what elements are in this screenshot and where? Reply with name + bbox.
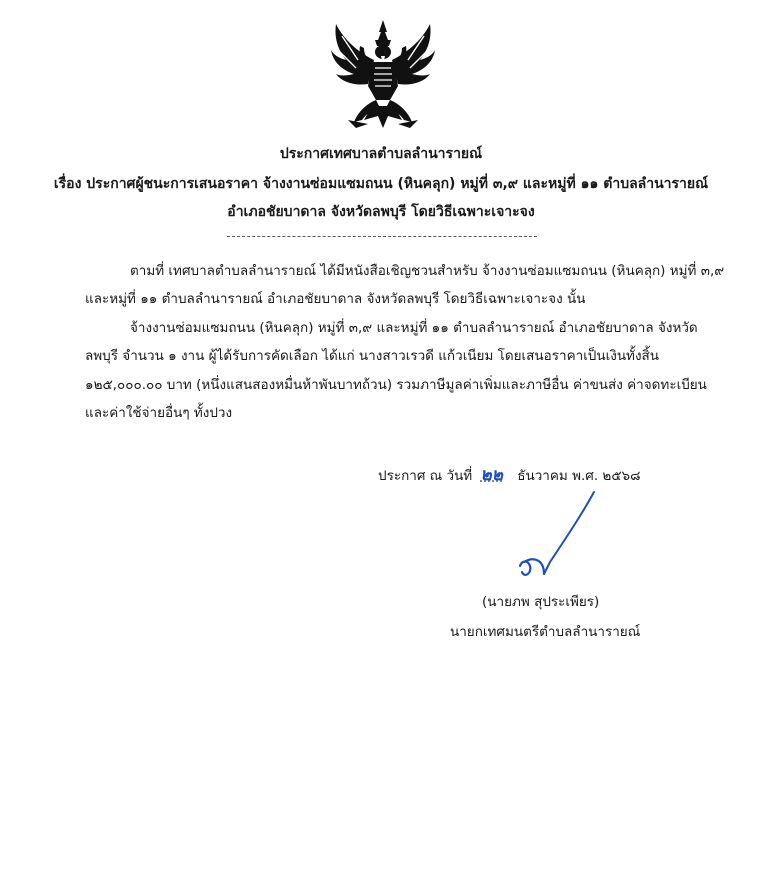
paragraph-2-line-3: ๑๒๕,๐๐๐.๐๐ บาท (หนึ่งแสนสองหมื่นห้าพันบาทถ้วน) รวมภาษีมูลค่าเพิ่มและภาษีอื่น ค่าขนส่ง ค่าจดทะเบียน: [85, 377, 707, 393]
date-month-year: ธันวาคม พ.ศ. ๒๕๖๘: [517, 468, 641, 484]
date-day-handwritten: ๒๒: [480, 465, 503, 485]
paragraph-2-line-2: ลพบุรี จำนวน ๑ งาน ผู้ได้รับการคัดเลือก ได้แก่ นางสาวเรวดี แก้วเนียม โดยเสนอราคาเป็นเงินทั้งสิ้น: [85, 348, 660, 364]
announcement-title: ประกาศเทศบาลตำบลลำนารายณ์: [279, 146, 483, 162]
signatory-name: (นายภพ สุประเพียร): [482, 594, 600, 610]
paragraph-1-line-2: และหมู่ที่ ๑๑ ตำบลลำนารายณ์ อำเภอชัยบาดาล จังหวัดลพบุรี โดยวิธีเฉพาะเจาะจง นั้น: [85, 291, 586, 307]
paragraph-2-line-1: จ้างงานซ่อมแซมถนน (หินคลุก) หมู่ที่ ๓,๙ และหมู่ที่ ๑๑ ตำบลลำนารายณ์ อำเภอชัยบาดาล จังหวัด: [130, 320, 698, 336]
announcement-subject: เรื่อง ประกาศผู้ชนะการเสนอราคา จ้างงานซ่อมแซมถนน (หินคลุก) หมู่ที่ ๓,๙ และหมู่ที่ ๑๑ ตำบลลำนารายณ์: [53, 176, 709, 192]
garuda-emblem-icon: [328, 16, 438, 134]
announcement-date: [378, 464, 641, 487]
dashed-divider: [227, 236, 537, 237]
announcement-subject-cont: อำเภอชัยบาดาล จังหวัดลพบุรี โดยวิธีเฉพาะเจาะจง: [227, 204, 535, 220]
handwritten-signature-icon: [510, 490, 620, 580]
paragraph-1-line-1: ตามที่ เทศบาลตำบลลำนารายณ์ ได้มีหนังสือเชิญชวนสำหรับ จ้างงานซ่อมแซมถนน (หินคลุก) หมู่ที่ ๓,๙: [130, 263, 725, 279]
signatory-position: นายกเทศมนตรีตำบลลำนารายณ์: [450, 624, 641, 640]
paragraph-2-line-4: และค่าใช้จ่ายอื่นๆ ทั้งปวง: [85, 405, 233, 421]
date-prefix: ประกาศ ณ วันที่: [378, 468, 473, 484]
